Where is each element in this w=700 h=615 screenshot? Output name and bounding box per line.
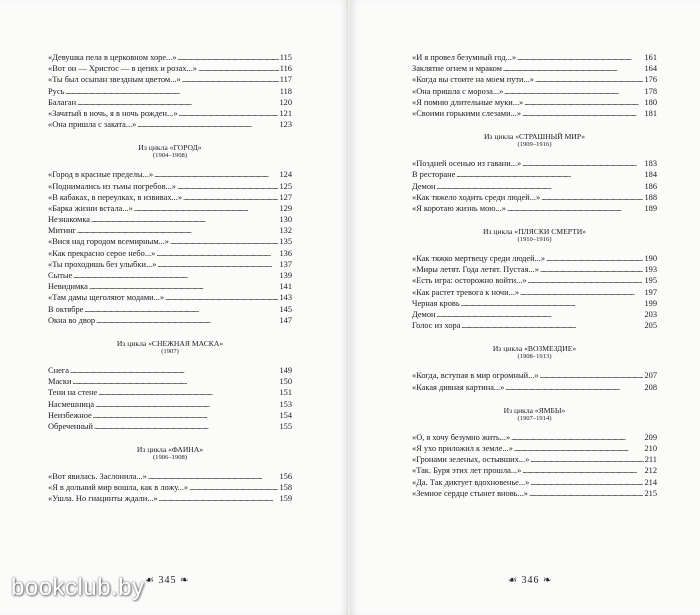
toc-entry <box>48 74 292 85</box>
dot-leader <box>156 248 278 259</box>
toc-entry <box>48 169 292 180</box>
toc-entry-title: Заклятие огнем и мраком <box>412 64 502 74</box>
toc-entry-page: 153 <box>279 399 292 409</box>
toc-entry <box>48 270 292 281</box>
toc-entry-page: 125 <box>279 181 292 191</box>
toc-entry-title: «Я коротаю жизнь мою...» <box>412 203 506 213</box>
dot-leader <box>148 471 279 482</box>
dot-leader <box>177 181 278 192</box>
folio-ornament-icon: ❧ <box>179 575 190 586</box>
toc-entry-title: «Вот явилась. Заслонила...» <box>48 472 147 482</box>
dot-leader <box>72 376 278 387</box>
toc-entry <box>48 387 292 398</box>
dot-leader <box>84 304 278 315</box>
dot-leader <box>522 108 643 119</box>
toc-entry-page: 195 <box>644 276 657 286</box>
dot-leader <box>522 465 643 476</box>
dot-leader <box>503 63 644 74</box>
toc-entry <box>412 108 657 119</box>
dot-leader <box>529 488 643 499</box>
toc-entry-title: «Какая дивная картина...» <box>412 382 505 392</box>
dot-leader <box>157 259 278 270</box>
toc-entry <box>48 421 292 432</box>
dot-leader <box>505 382 643 393</box>
toc-entry-title: «Барка жизни встала...» <box>48 203 133 213</box>
right-toc-column <box>412 52 657 499</box>
toc-entry-page: 209 <box>644 432 657 442</box>
toc-entry <box>48 181 292 192</box>
toc-entry <box>412 488 657 499</box>
toc-entry-page: 139 <box>279 271 292 280</box>
left-page-number <box>145 575 189 586</box>
folio-ornament-icon: ☙ <box>145 575 155 586</box>
toc-entry <box>412 432 657 443</box>
toc-entry-page: 203 <box>644 310 657 319</box>
toc-entry-page: 116 <box>279 64 292 74</box>
toc-entry-title: «Я ухо приложил к земле...» <box>412 443 513 453</box>
dot-leader <box>524 97 643 108</box>
dot-leader <box>541 192 643 203</box>
toc-entry-page: 159 <box>279 494 292 504</box>
toc-entry-title: «Когда, вступая в мир огромный...» <box>412 371 539 381</box>
toc-entry-title: Окна во двор <box>48 315 96 325</box>
toc-entry <box>412 298 657 309</box>
toc-entry <box>412 275 657 286</box>
toc-entry <box>48 365 292 376</box>
toc-entry-title: Сытые <box>48 271 73 280</box>
toc-entry <box>48 248 292 259</box>
dot-leader <box>137 119 278 130</box>
left-page <box>0 0 348 615</box>
right-folio-number: 346 <box>521 575 540 586</box>
dot-leader <box>437 181 644 192</box>
toc-entry-page: 129 <box>279 203 292 213</box>
site-watermark: bookclub.by <box>11 574 145 601</box>
cycle-heading: Из цикла «СНЕЖНАЯ МАСКА» <box>116 338 224 348</box>
dot-leader <box>198 63 279 74</box>
toc-entry <box>48 410 292 421</box>
right-page <box>350 0 700 615</box>
toc-entry-title: «Вот он — Христос — в цепях и розах...» <box>48 64 197 74</box>
toc-entry <box>412 169 657 180</box>
cycle-heading: Из цикла «ЯМБЫ» <box>503 405 566 415</box>
toc-entry <box>48 482 292 493</box>
toc-entry <box>48 304 292 315</box>
cycle-heading: Из цикла «ПЛЯСКИ СМЕРТИ» <box>483 227 586 237</box>
toc-entry <box>412 264 657 275</box>
toc-entry-page: 181 <box>644 108 657 118</box>
toc-entry-page: 199 <box>644 298 657 308</box>
dot-leader <box>189 482 278 493</box>
dot-leader <box>95 399 278 410</box>
toc-entry <box>412 63 657 74</box>
toc-entry-page: 158 <box>279 483 292 493</box>
toc-entry-page: 141 <box>279 282 292 292</box>
toc-entry-title: «Когда вы стоите на моем пути...» <box>412 75 534 85</box>
toc-entry <box>412 454 657 465</box>
toc-entry <box>48 203 292 214</box>
dot-leader <box>77 225 278 236</box>
toc-entry-title: «Ты проходишь без улыбки...» <box>48 259 157 269</box>
toc-entry <box>412 181 657 192</box>
toc-entry <box>412 287 657 298</box>
toc-entry <box>412 52 657 63</box>
toc-entry-page: 120 <box>279 97 292 107</box>
toc-entry-title: «Ушла. Но гиацинты ждали...» <box>48 494 158 504</box>
toc-entry-title: «Как растет тревога к ночи...» <box>412 287 520 297</box>
toc-entry-page: 183 <box>644 159 657 169</box>
toc-entry <box>412 192 657 203</box>
toc-entry-page: 150 <box>279 377 292 387</box>
dot-leader <box>511 432 643 443</box>
toc-entry-title: «В кабаках, в переулках, в извивах...» <box>48 192 183 202</box>
toc-entry-title: «Поздней осенью из гавани...» <box>412 159 522 169</box>
cycle-heading: Из цикла «ВОЗМЕЗДИЕ» <box>492 344 577 354</box>
toc-entry-title: Митинг <box>48 226 76 236</box>
toc-entry <box>412 74 657 85</box>
toc-entry-page: 132 <box>279 226 292 236</box>
toc-entry <box>412 477 657 488</box>
toc-entry-page: 188 <box>644 192 657 202</box>
toc-entry-page: 143 <box>279 293 292 303</box>
toc-entry <box>48 119 292 130</box>
toc-entry-title: Насмешница <box>48 399 95 409</box>
toc-entry <box>412 158 657 169</box>
toc-entry-title: «Как прекрасно серое небо...» <box>48 248 156 258</box>
toc-entry-page: 149 <box>279 365 292 375</box>
dot-leader <box>89 281 279 292</box>
toc-entry-title: Обреченный <box>48 421 94 431</box>
dot-leader <box>530 454 643 465</box>
toc-entry-page: 121 <box>279 108 292 118</box>
toc-entry-title: Тени на стене <box>48 388 98 398</box>
dot-leader <box>65 86 278 97</box>
dot-leader <box>182 74 279 85</box>
dot-leader <box>94 421 278 432</box>
dot-leader <box>456 169 643 180</box>
toc-entry-title: В октябре <box>48 304 84 314</box>
toc-entry <box>48 259 292 270</box>
toc-entry-title: «Вися над городом всемирным...» <box>48 237 169 247</box>
toc-entry <box>412 382 657 393</box>
toc-entry-page: 136 <box>279 248 292 258</box>
cycle-years: (1907–1914) <box>517 414 552 422</box>
toc-entry <box>48 399 292 410</box>
dot-leader <box>93 410 279 421</box>
dot-leader <box>183 192 278 203</box>
dot-leader <box>159 493 279 504</box>
toc-entry <box>412 443 657 454</box>
cycle-years: (1906–1908) <box>152 454 188 462</box>
toc-entry <box>412 253 657 264</box>
toc-entry-title: «Своими горькими слезами...» <box>412 108 522 118</box>
dot-leader <box>134 203 279 214</box>
toc-entry-title: «Есть игра: осторожно войти...» <box>412 276 527 286</box>
dot-leader <box>165 292 278 303</box>
toc-entry-page: 212 <box>644 466 657 476</box>
toc-entry-page: 180 <box>644 97 657 107</box>
toc-entry <box>48 108 292 119</box>
toc-entry <box>48 376 292 387</box>
dot-leader <box>517 52 643 63</box>
dot-leader <box>540 264 644 275</box>
toc-entry <box>48 214 292 225</box>
toc-entry-title: «Там дамы щеголяют модами...» <box>48 293 165 303</box>
toc-entry-page: 115 <box>279 53 292 62</box>
toc-entry-page: 117 <box>279 75 292 85</box>
toc-entry-page: 189 <box>644 203 657 213</box>
toc-entry-title: «Город в красные пределы...» <box>48 170 154 180</box>
toc-entry-title: Демон <box>412 310 436 319</box>
dot-leader <box>77 97 278 108</box>
toc-entry-page: 193 <box>644 265 657 275</box>
toc-entry-page: 137 <box>279 259 292 269</box>
toc-entry <box>48 97 292 108</box>
dot-leader <box>540 370 644 381</box>
toc-entry-title: «Она пришла с мороза...» <box>412 86 504 96</box>
toc-entry-title: «И я провел безумный год...» <box>412 53 517 62</box>
toc-entry-page: 205 <box>644 321 657 331</box>
toc-entry-title: Снега <box>48 365 69 375</box>
toc-entry <box>412 370 657 381</box>
toc-entry-page: 154 <box>279 410 292 420</box>
toc-entry-title: «Как тяжко мертвецу среди людей...» <box>412 254 546 264</box>
toc-entry-page: 161 <box>644 53 657 62</box>
toc-entry-page: 186 <box>644 181 657 191</box>
toc-entry-title: Черная кровь <box>412 298 460 308</box>
left-toc-column <box>48 52 292 505</box>
toc-entry <box>412 465 657 476</box>
toc-entry-page: 135 <box>279 237 292 247</box>
toc-entry-page: 147 <box>279 315 292 325</box>
cycle-heading: Из цикла «ФАИНА» <box>136 445 204 455</box>
cycle-years: (1907) <box>161 347 179 355</box>
dot-leader <box>98 387 278 398</box>
folio-ornament-icon: ☙ <box>508 575 518 586</box>
dot-leader <box>504 86 643 97</box>
dot-leader <box>178 52 279 63</box>
toc-entry-page: 184 <box>644 170 657 180</box>
toc-entry-page: 214 <box>644 477 657 487</box>
toc-entry-page: 124 <box>279 170 292 180</box>
toc-entry-title: «Я помню длительные муки...» <box>412 97 524 107</box>
toc-entry-page: 118 <box>279 86 292 96</box>
dot-leader <box>528 275 644 286</box>
toc-entry <box>412 309 657 320</box>
dot-leader <box>170 236 278 247</box>
toc-entry-page: 155 <box>279 421 292 431</box>
left-folio-number: 345 <box>158 575 177 586</box>
toc-entry-page: 164 <box>644 64 657 74</box>
toc-entry-title: «Гронами зеленых, остывших...» <box>412 455 530 465</box>
cycle-years: (1904–1908) <box>152 152 188 160</box>
toc-entry-title: Русь <box>48 86 65 96</box>
dot-leader <box>179 108 279 119</box>
toc-entry-title: «Земное сердце стынет вновь...» <box>412 488 528 498</box>
toc-entry <box>48 493 292 504</box>
toc-entry <box>412 203 657 214</box>
toc-entry-page: 178 <box>644 86 657 96</box>
cycle-years: (1908–1913) <box>517 353 552 361</box>
dot-leader <box>154 169 278 180</box>
toc-entry <box>48 315 292 326</box>
cycle-years: (1910–1916) <box>517 236 552 244</box>
dot-leader <box>73 270 278 281</box>
toc-entry-page: 127 <box>279 192 292 202</box>
toc-entry-title: «Девушка пела в церковном хоре...» <box>48 53 177 62</box>
dot-leader <box>70 365 279 376</box>
toc-entry-title: «Как тяжело ходить среди людей...» <box>412 192 541 202</box>
dot-leader <box>530 477 643 488</box>
folio-ornament-icon: ❧ <box>542 575 553 586</box>
dot-leader <box>514 443 644 454</box>
toc-entry-title: Балаган <box>48 97 77 107</box>
dot-leader <box>461 298 644 309</box>
dot-leader <box>507 203 643 214</box>
dot-leader <box>522 158 643 169</box>
toc-entry <box>48 225 292 236</box>
toc-entry-title: В ресторане <box>412 170 456 180</box>
toc-entry-page: 211 <box>644 455 657 465</box>
toc-entry-title: «Так. Буря этих лет прошла...» <box>412 466 522 476</box>
toc-entry-title: «О, я хочу безумно жить...» <box>412 432 511 442</box>
toc-entry-title: Голос из хора <box>412 321 461 331</box>
toc-entry-page: 207 <box>644 371 657 381</box>
toc-entry-title: «Зачатый в ночь, я в ночь рожден...» <box>48 108 178 118</box>
toc-entry-title: Неизбежное <box>48 410 92 420</box>
toc-entry-page: 197 <box>644 287 657 297</box>
toc-entry <box>48 292 292 303</box>
dot-leader <box>96 315 278 326</box>
toc-entry-title: Демон <box>412 181 436 191</box>
toc-entry-title: «Ты был осыпан звездным цветом...» <box>48 75 181 85</box>
dot-leader <box>546 253 643 264</box>
toc-entry-title: «Миры летят. Года летят. Пустая...» <box>412 265 539 275</box>
cycle-years: (1909–1916) <box>517 141 552 149</box>
toc-entry-page: 210 <box>644 443 657 453</box>
toc-entry-page: 176 <box>644 75 657 85</box>
toc-entry <box>48 63 292 74</box>
dot-leader <box>461 320 643 331</box>
toc-entry-page: 123 <box>279 120 292 130</box>
toc-entry-title: «Я в дольний мир вошла, как в ложу...» <box>48 483 189 493</box>
toc-entry-title: «Поднимались из тьмы погребов...» <box>48 181 176 191</box>
toc-entry <box>412 97 657 108</box>
toc-entry-title: «Да. Так диктует вдохновенье...» <box>412 477 530 487</box>
toc-entry <box>48 471 292 482</box>
toc-entry-page: 130 <box>279 215 292 225</box>
dot-leader <box>535 74 643 85</box>
toc-entry-page: 145 <box>279 304 292 314</box>
toc-entry-title: Незнакомка <box>48 215 91 225</box>
right-page-number <box>508 575 552 586</box>
cycle-heading: Из цикла «ГОРОД» <box>138 143 202 153</box>
cycle-heading: Из цикла «СТРАШНЫЙ МИР» <box>483 132 586 142</box>
toc-entry <box>48 236 292 247</box>
dot-leader <box>520 287 643 298</box>
toc-entry-title: «Она пришла с заката...» <box>48 120 137 130</box>
toc-entry <box>48 86 292 97</box>
dot-leader <box>91 214 278 225</box>
toc-entry-page: 151 <box>279 388 292 398</box>
toc-entry <box>48 52 292 63</box>
toc-entry-page: 208 <box>644 382 657 392</box>
toc-entry <box>412 86 657 97</box>
dot-leader <box>437 309 644 320</box>
toc-entry-title: Маски <box>48 377 72 387</box>
toc-entry <box>48 192 292 203</box>
toc-entry-page: 156 <box>279 472 292 482</box>
toc-entry-page: 215 <box>644 488 657 498</box>
toc-entry <box>412 320 657 331</box>
toc-entry-title: Невидимка <box>48 282 88 292</box>
toc-entry-page: 190 <box>644 254 657 264</box>
toc-entry <box>48 281 292 292</box>
